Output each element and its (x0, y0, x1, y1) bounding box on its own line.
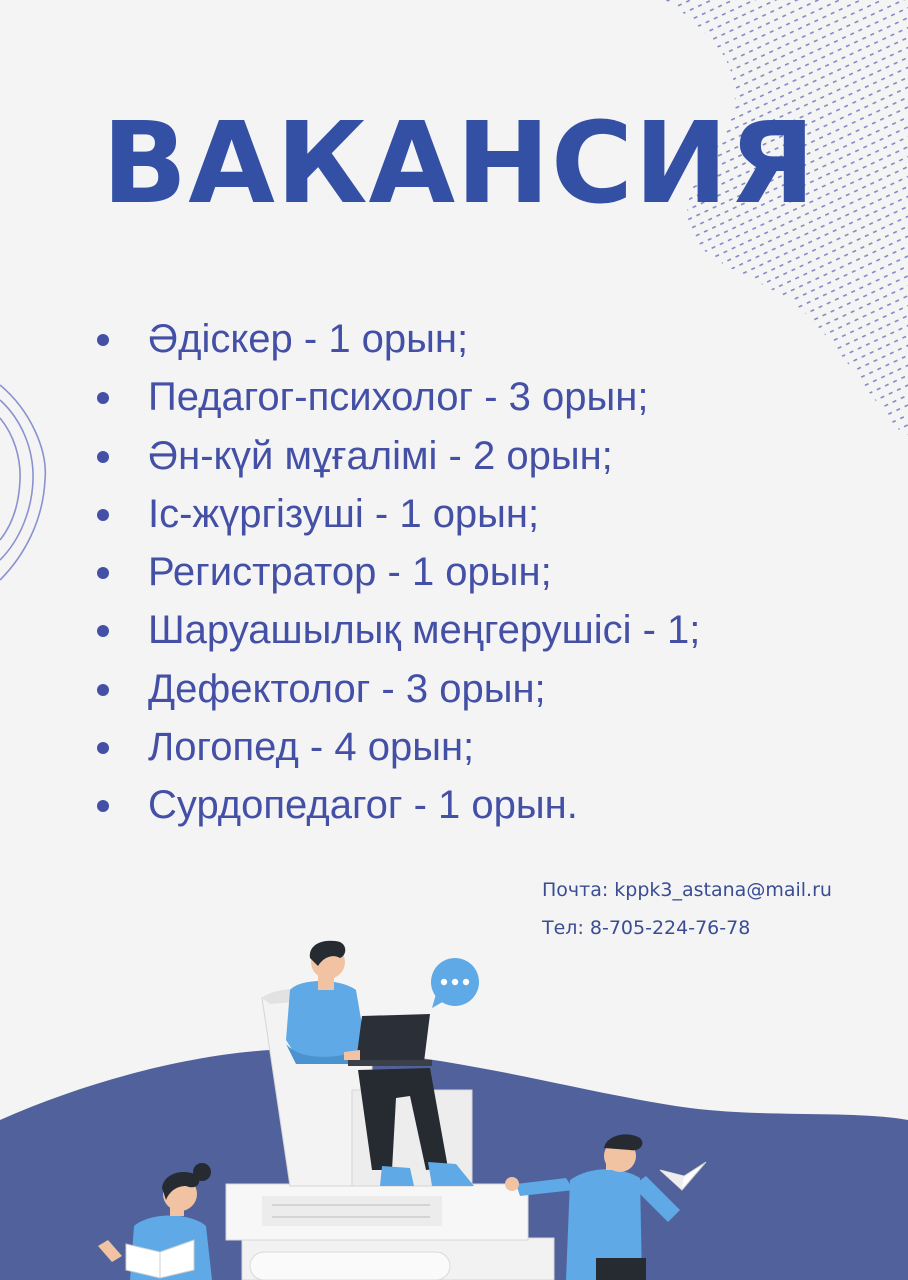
page-title: ВАКАНСИЯ (101, 99, 817, 229)
book-stack (226, 1184, 554, 1280)
vacancy-text: Іс-жүргізуші - 1 орын; (148, 491, 540, 536)
vacancy-text: Ән-күй мұғалімі - 2 орын; (148, 433, 613, 478)
vacancy-text: Логопед - 4 орын; (148, 725, 475, 770)
contact-email: Почта: kppk3_astana@mail.ru (542, 879, 832, 901)
contact-phone: Тел: 8-705-224-76-78 (542, 917, 751, 939)
vacancy-text: Әдіскер - 1 орын; (148, 317, 469, 361)
vacancy-text: Педагог-психолог - 3 орын; (148, 375, 649, 420)
vacancy-text: Сурдопедагог - 1 орын. (148, 783, 578, 828)
vacancy-text: Дефектолог - 3 орын; (148, 666, 546, 711)
chat-bubble-icon (431, 958, 479, 1008)
vacancy-text: Шаруашылық меңгерушісі - 1; (148, 608, 701, 653)
vacancy-text: Регистратор - 1 орын; (148, 550, 552, 595)
